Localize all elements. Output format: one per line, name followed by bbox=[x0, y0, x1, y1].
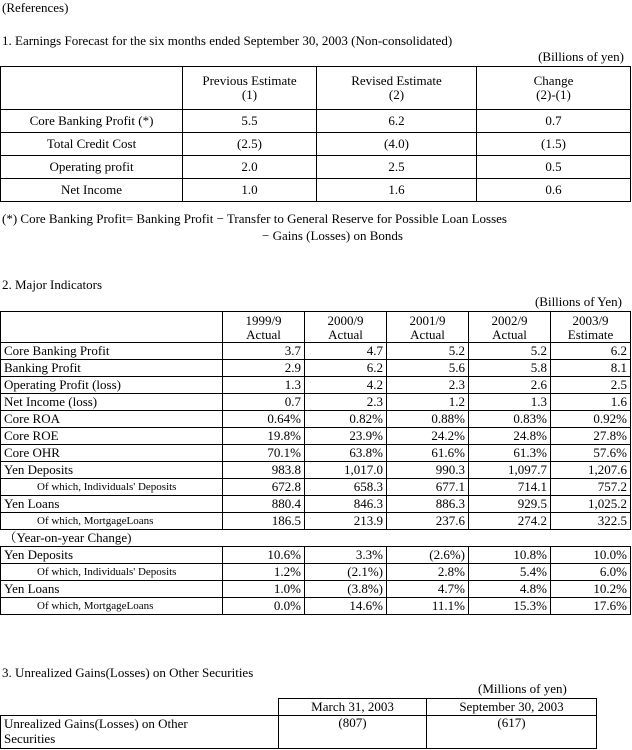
cell-value: 983.8 bbox=[223, 462, 305, 479]
row-label: Operating profit bbox=[1, 156, 183, 179]
row-label: Core Banking Profit (*) bbox=[1, 110, 183, 133]
yoy-label: （Year-on-year Change) bbox=[1, 530, 631, 547]
cell-value: 5.8 bbox=[469, 360, 551, 377]
cell-value: 10.0% bbox=[551, 547, 631, 564]
cell-value: (2.1%) bbox=[305, 564, 387, 581]
cell-value: 70.1% bbox=[223, 445, 305, 462]
cell-value: 880.4 bbox=[223, 496, 305, 513]
cell-value: 1.2% bbox=[223, 564, 305, 581]
header-change: Change (2)-(1) bbox=[477, 67, 631, 110]
header-blank-cell bbox=[1, 699, 279, 716]
cell-value: (4.0) bbox=[317, 133, 477, 156]
cell-value: 677.1 bbox=[387, 479, 469, 496]
header-september-2003: September 30, 2003 bbox=[427, 699, 597, 716]
cell-value: 4.2 bbox=[305, 377, 387, 394]
cell-value: 1.6 bbox=[317, 179, 477, 202]
earnings-forecast-table bbox=[0, 66, 631, 202]
cell-value: 63.8% bbox=[305, 445, 387, 462]
cell-value: 2.0 bbox=[183, 156, 317, 179]
cell-value: 2.3 bbox=[387, 377, 469, 394]
cell-value: 24.2% bbox=[387, 428, 469, 445]
section1-unit: (Billions of yen) bbox=[538, 49, 624, 64]
header-2003-9: 2003/9 Estimate bbox=[551, 312, 631, 343]
cell-value: 1.2 bbox=[387, 394, 469, 411]
table-row bbox=[1, 343, 631, 360]
table-row bbox=[1, 133, 631, 156]
cell-value: 5.6 bbox=[387, 360, 469, 377]
table-row bbox=[1, 110, 631, 133]
cell-value: 17.6% bbox=[551, 598, 631, 615]
row-label: Yen Deposits bbox=[1, 547, 223, 564]
cell-value: 658.3 bbox=[305, 479, 387, 496]
table-header-row bbox=[1, 67, 631, 110]
cell-value: 929.5 bbox=[469, 496, 551, 513]
references-label: (References) bbox=[2, 0, 69, 15]
table-row bbox=[1, 496, 631, 513]
row-label: Core OHR bbox=[1, 445, 223, 462]
cell-value: 6.2 bbox=[317, 110, 477, 133]
cell-value: 990.3 bbox=[387, 462, 469, 479]
cell-value: 6.0% bbox=[551, 564, 631, 581]
row-label: Yen Loans bbox=[1, 496, 223, 513]
table-row bbox=[1, 156, 631, 179]
cell-value: (2.6%) bbox=[387, 547, 469, 564]
table-row bbox=[1, 479, 631, 496]
row-label: Banking Profit bbox=[1, 360, 223, 377]
row-label: Of which, MortgageLoans bbox=[1, 598, 223, 615]
cell-value: 24.8% bbox=[469, 428, 551, 445]
row-label: Of which, Individuals' Deposits bbox=[1, 564, 223, 581]
cell-value: 3.3% bbox=[305, 547, 387, 564]
table-header-row bbox=[1, 312, 631, 343]
cell-value: 5.4% bbox=[469, 564, 551, 581]
cell-value: 1.6 bbox=[551, 394, 631, 411]
cell-value: 27.8% bbox=[551, 428, 631, 445]
cell-value: 2.5 bbox=[551, 377, 631, 394]
table-row bbox=[1, 428, 631, 445]
section3-title: 3. Unrealized Gains(Losses) on Other Securities bbox=[2, 665, 254, 680]
cell-value: 0.64% bbox=[223, 411, 305, 428]
unrealized-gains-table bbox=[0, 698, 597, 749]
cell-value: 61.3% bbox=[469, 445, 551, 462]
cell-value: 19.8% bbox=[223, 428, 305, 445]
cell-value: 0.83% bbox=[469, 411, 551, 428]
table-row bbox=[1, 394, 631, 411]
table-row bbox=[1, 360, 631, 377]
row-label: Core ROA bbox=[1, 411, 223, 428]
table-row bbox=[1, 513, 631, 530]
cell-value: 10.6% bbox=[223, 547, 305, 564]
row-label: Net Income bbox=[1, 179, 183, 202]
header-revised-estimate: Revised Estimate (2) bbox=[317, 67, 477, 110]
section2-unit: (Billions of Yen) bbox=[534, 294, 622, 309]
cell-value: 0.6 bbox=[477, 179, 631, 202]
cell-value: 186.5 bbox=[223, 513, 305, 530]
table-row bbox=[1, 716, 597, 749]
cell-value: 14.6% bbox=[305, 598, 387, 615]
cell-value: (617) bbox=[427, 716, 597, 749]
cell-value: 2.8% bbox=[387, 564, 469, 581]
cell-value: 4.7% bbox=[387, 581, 469, 598]
cell-value: (1.5) bbox=[477, 133, 631, 156]
cell-value: 0.0% bbox=[223, 598, 305, 615]
table-header-row bbox=[1, 699, 597, 716]
cell-value: 0.92% bbox=[551, 411, 631, 428]
row-label: Unrealized Gains(Losses) on Other Securities bbox=[1, 716, 279, 749]
row-label: Yen Loans bbox=[1, 581, 223, 598]
cell-value: 61.6% bbox=[387, 445, 469, 462]
cell-value: 714.1 bbox=[469, 479, 551, 496]
section2-title: 2. Major Indicators bbox=[2, 277, 103, 292]
cell-value: 6.2 bbox=[551, 343, 631, 360]
section1-title: 1. Earnings Forecast for the six months ended September 30, 2003 (Non-consolidated) bbox=[2, 33, 453, 48]
cell-value: 1.0 bbox=[183, 179, 317, 202]
cell-value: 1,025.2 bbox=[551, 496, 631, 513]
header-march-2003: March 31, 2003 bbox=[279, 699, 427, 716]
row-label: Yen Deposits bbox=[1, 462, 223, 479]
header-blank-cell bbox=[1, 312, 223, 343]
cell-value: 15.3% bbox=[469, 598, 551, 615]
cell-value: 1,207.6 bbox=[551, 462, 631, 479]
cell-value: 6.2 bbox=[305, 360, 387, 377]
table-row bbox=[1, 462, 631, 479]
cell-value: 0.7 bbox=[223, 394, 305, 411]
table-row bbox=[1, 564, 631, 581]
cell-value: (3.8%) bbox=[305, 581, 387, 598]
header-2000-9: 2000/9 Actual bbox=[305, 312, 387, 343]
header-blank-cell bbox=[1, 67, 183, 110]
cell-value: 5.2 bbox=[387, 343, 469, 360]
cell-value: 0.5 bbox=[477, 156, 631, 179]
header-1999-9: 1999/9 Actual bbox=[223, 312, 305, 343]
table-row bbox=[1, 411, 631, 428]
section1-footnote-line1: (*) Core Banking Profit= Banking Profit − Transfer to General Reserve for Possible Loan Losses bbox=[2, 211, 507, 226]
cell-value: 213.9 bbox=[305, 513, 387, 530]
row-label: Operating Profit (loss) bbox=[1, 377, 223, 394]
table-row bbox=[1, 581, 631, 598]
row-label: Of which, MortgageLoans bbox=[1, 513, 223, 530]
cell-value: 23.9% bbox=[305, 428, 387, 445]
row-label: Core ROE bbox=[1, 428, 223, 445]
cell-value: (807) bbox=[279, 716, 427, 749]
cell-value: 10.8% bbox=[469, 547, 551, 564]
row-label: Total Credit Cost bbox=[1, 133, 183, 156]
cell-value: 672.8 bbox=[223, 479, 305, 496]
cell-value: 846.3 bbox=[305, 496, 387, 513]
cell-value: 0.82% bbox=[305, 411, 387, 428]
cell-value: 2.3 bbox=[305, 394, 387, 411]
major-indicators-table bbox=[0, 311, 631, 615]
header-2002-9: 2002/9 Actual bbox=[469, 312, 551, 343]
cell-value: 5.2 bbox=[469, 343, 551, 360]
cell-value: 2.6 bbox=[469, 377, 551, 394]
header-2001-9: 2001/9 Actual bbox=[387, 312, 469, 343]
cell-value: 2.9 bbox=[223, 360, 305, 377]
cell-value: 274.2 bbox=[469, 513, 551, 530]
cell-value: 11.1% bbox=[387, 598, 469, 615]
section3-unit: (Millions of yen) bbox=[478, 681, 567, 696]
cell-value: 1.3 bbox=[469, 394, 551, 411]
cell-value: 757.2 bbox=[551, 479, 631, 496]
section1-footnote-line2: − Gains (Losses) on Bonds bbox=[262, 228, 403, 243]
cell-value: 1,017.0 bbox=[305, 462, 387, 479]
row-label: Core Banking Profit bbox=[1, 343, 223, 360]
cell-value: 237.6 bbox=[387, 513, 469, 530]
cell-value: 886.3 bbox=[387, 496, 469, 513]
yoy-label-row bbox=[1, 530, 631, 547]
cell-value: 57.6% bbox=[551, 445, 631, 462]
row-label: Net Income (loss) bbox=[1, 394, 223, 411]
table-row bbox=[1, 445, 631, 462]
cell-value: 4.8% bbox=[469, 581, 551, 598]
row-label: Of which, Individuals' Deposits bbox=[1, 479, 223, 496]
cell-value: 1.0% bbox=[223, 581, 305, 598]
cell-value: 8.1 bbox=[551, 360, 631, 377]
cell-value: 3.7 bbox=[223, 343, 305, 360]
cell-value: 1.3 bbox=[223, 377, 305, 394]
cell-value: 10.2% bbox=[551, 581, 631, 598]
table-row bbox=[1, 547, 631, 564]
table-row bbox=[1, 179, 631, 202]
cell-value: 0.88% bbox=[387, 411, 469, 428]
cell-value: 5.5 bbox=[183, 110, 317, 133]
cell-value: 0.7 bbox=[477, 110, 631, 133]
table-row bbox=[1, 598, 631, 615]
table-row bbox=[1, 377, 631, 394]
header-previous-estimate: Previous Estimate (1) bbox=[183, 67, 317, 110]
cell-value: 322.5 bbox=[551, 513, 631, 530]
cell-value: 4.7 bbox=[305, 343, 387, 360]
cell-value: (2.5) bbox=[183, 133, 317, 156]
cell-value: 2.5 bbox=[317, 156, 477, 179]
cell-value: 1,097.7 bbox=[469, 462, 551, 479]
